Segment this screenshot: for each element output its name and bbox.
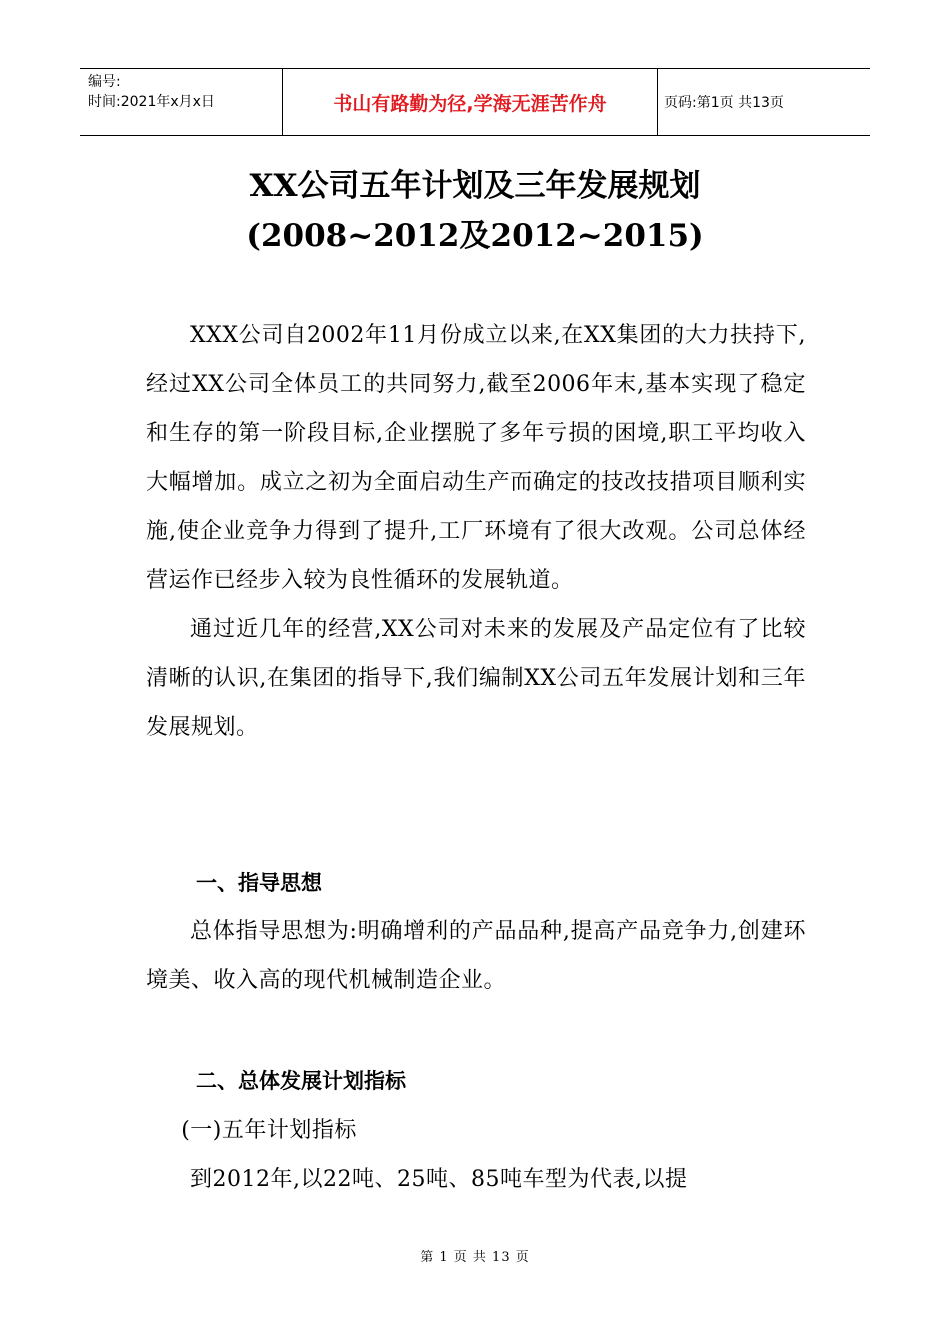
section2-body [146, 1106, 806, 1204]
section-heading-guiding-idea: 一、指导思想 [196, 871, 322, 895]
header-motto: 书山有路勤为径,学海无涯苦作舟 [282, 69, 658, 135]
document-title: XX公司五年计划及三年发展规划 [249, 168, 701, 204]
document-header [80, 68, 870, 136]
number-label: 编号: [88, 74, 121, 90]
intro-section [146, 311, 806, 752]
document-subtitle: (2008~2012及2012~2015) [246, 218, 704, 254]
header-page-info: 页码:第1页 共13页 [664, 95, 784, 111]
page-footer: 第 1 页 共 13 页 [420, 1250, 530, 1265]
section2-paragraph: 到2012年,以22吨、25吨、85吨车型为代表,以提 [190, 1167, 688, 1192]
header-meta [80, 69, 282, 135]
section1-body [146, 907, 806, 1005]
intro-paragraph-2: 通过近几年的经营,XX公司对未来的发展及产品定位有了比较清晰的认识,在集团的指导下,我们编制XX公司五年发展计划和三年发展规划。 [146, 617, 806, 740]
subsection-heading-five-year: (一)五年计划指标 [181, 1118, 357, 1143]
section-heading-plan-targets: 二、总体发展计划指标 [196, 1069, 406, 1093]
date-label: 时间:2021年x月x日 [88, 94, 215, 110]
section1-paragraph: 总体指导思想为:明确增利的产品品种,提高产品竞争力,创建环境美、收入高的现代机械制造企业。 [146, 919, 806, 993]
intro-paragraph-1: XXX公司自2002年11月份成立以来,在XX集团的大力扶持下,经过XX公司全体员工的共同努力,截至2006年末,基本实现了稳定和生存的第一阶段目标,企业摆脱了多年亏损的困境,职工平均收入大幅增加。成立之初为全面启动生产而确定的技改技措项目顺利实施,使企业竞争力得到了提升,工厂环境有了很大改观。公司总体经营运作已经步入较为良性循环的发展轨道。 [146, 323, 806, 593]
